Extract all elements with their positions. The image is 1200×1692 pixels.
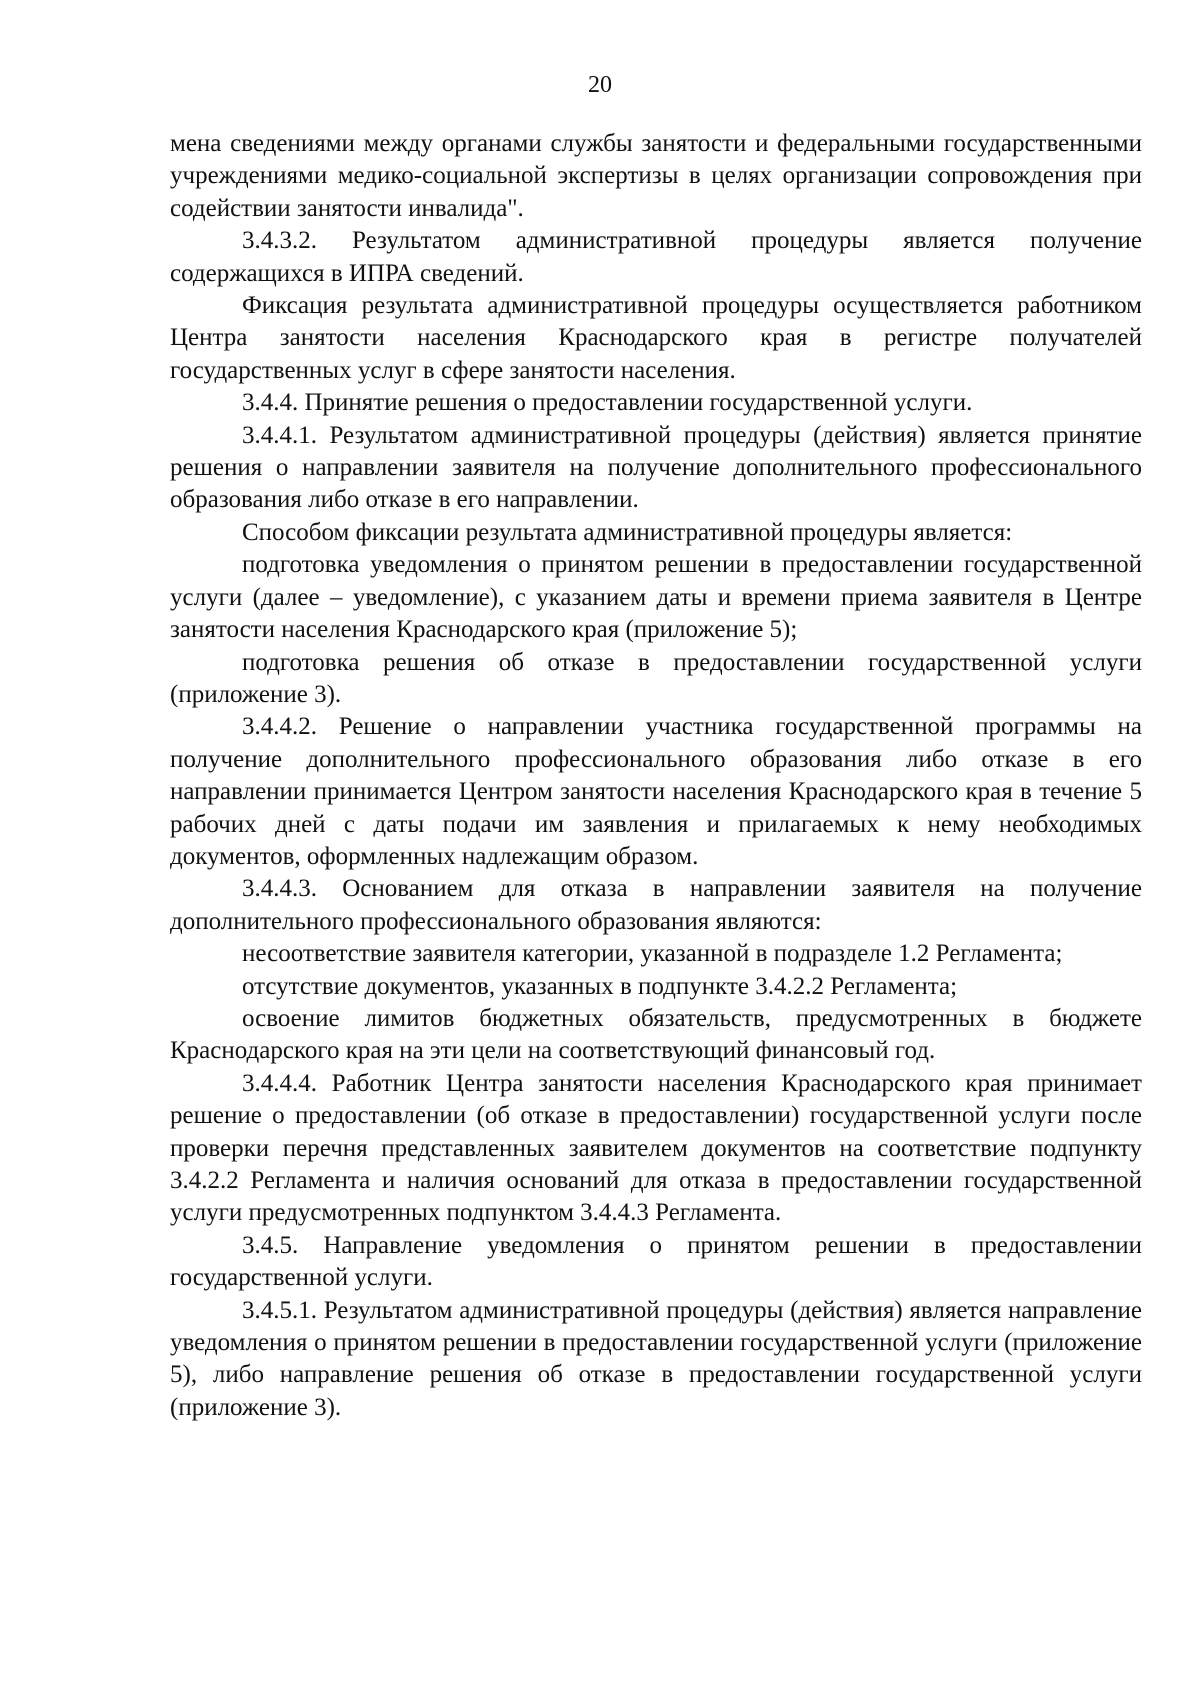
paragraph: 3.4.4.3. Основанием для отказа в направлении заявителя на получение дополнительного профессионального образования являются: (170, 875, 1142, 935)
paragraph: 3.4.3.2. Результатом административной процедуры является получение содержащихся в ИПРА сведений. (170, 227, 1142, 287)
document-body (170, 128, 1142, 1424)
paragraph: подготовка решения об отказе в предоставлении государственной услуги (приложение 3). (170, 648, 1142, 708)
paragraph: Способом фиксации результата административной процедуры является: (242, 518, 1013, 546)
paragraph: освоение лимитов бюджетных обязательств, предусмотренных в бюджете Краснодарского края на эти цели на соответствующий финансовый год. (170, 1004, 1142, 1065)
paragraph: 3.4.4.2. Решение о направлении участника государственной программы на получение дополнительного профессионального образования либо отказе в его направлении принимается Центром занятости населения Краснодарского края в течение 5 рабочих дней с даты подачи им заявления и прилагаемых к нему необходимых документов, оформленных надлежащим образом. (170, 713, 1142, 870)
paragraph: несоответствие заявителя категории, указанной в подразделе 1.2 Регламента; (242, 940, 1063, 968)
paragraph: мена сведениями между органами службы занятости и федеральными государственными учреждениями медико-социальной экспертизы в целях организации сопровождения при содействии занятости инвалида". (170, 130, 1142, 222)
paragraph: отсутствие документов, указанных в подпункте 3.4.2.2 Регламента; (242, 972, 958, 1000)
paragraph: подготовка уведомления о принятом решении в предоставлении государственной услуги (далее – уведомление), с указанием даты и времени приема заявителя в Центре занятости населения Краснодарского края (приложение 5); (170, 551, 1142, 644)
paragraph: Фиксация результата административной процедуры осуществляется работником Центра занятости населения Краснодарского края в регистре получателей государственных услуг в сфере занятости населения. (170, 292, 1142, 384)
paragraph: 3.4.4.4. Работник Центра занятости населения Краснодарского края принимает решение о предоставлении (об отказе в предоставлении) государственной услуги после проверки перечня представленных заявителем документов на соответствие подпункту 3.4.2.2 Регламента и наличия оснований для отказа в предоставлении государственной услуги предусмотренных подпунктом 3.4.4.3 Регламента. (170, 1069, 1142, 1227)
page-number: 20 (588, 72, 612, 98)
paragraph: 3.4.5.1. Результатом административной процедуры (действия) является направление уведомления о принятом решении в предоставлении государственной услуги (приложение 5), либо направление решения об отказе в предоставлении государственной услуги (приложение 3). (170, 1296, 1142, 1421)
paragraph: 3.4.5. Направление уведомления о принятом решении в предоставлении государственной услуги. (170, 1231, 1142, 1292)
paragraph: 3.4.4. Принятие решения о предоставлении государственной услуги. (242, 389, 973, 417)
paragraph: 3.4.4.1. Результатом административной процедуры (действия) является принятие решения о направлении заявителя на получение дополнительного профессионального образования либо отказе в его направлении. (170, 421, 1142, 514)
